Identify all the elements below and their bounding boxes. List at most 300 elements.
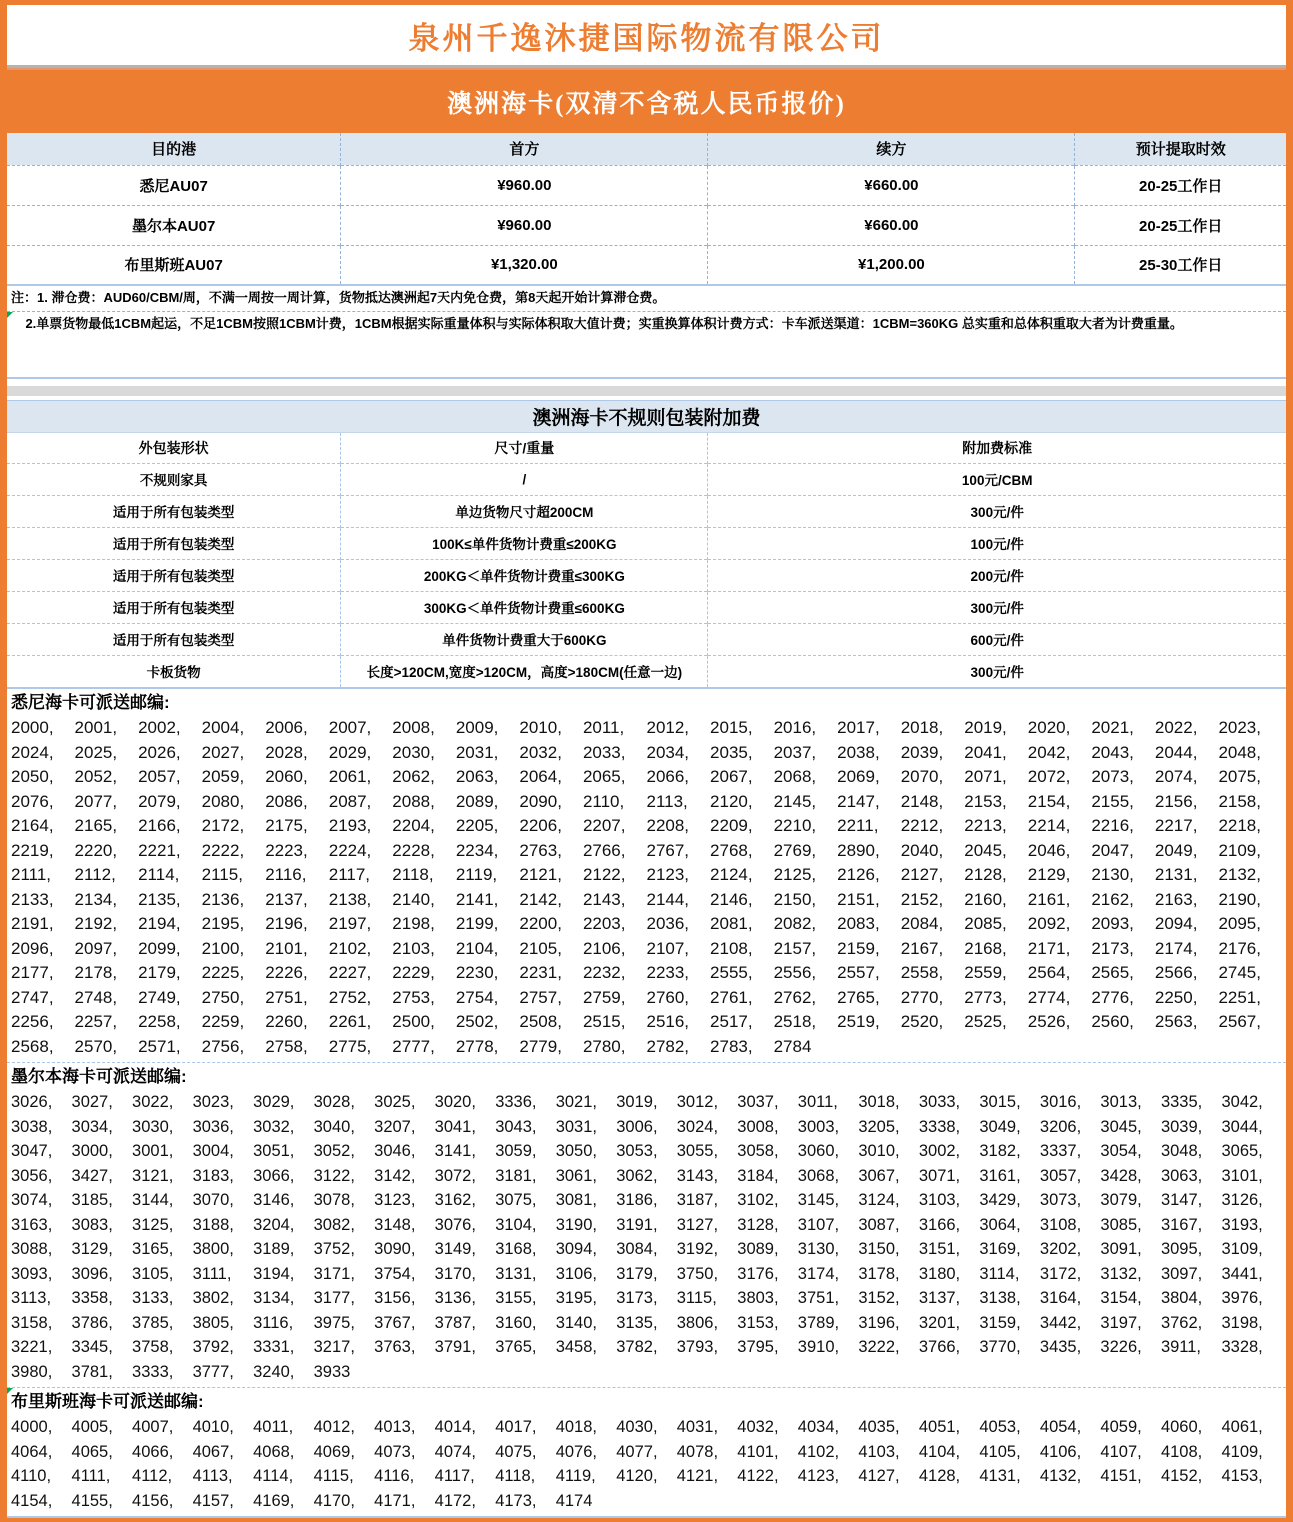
- postal-code: 2174,: [1154, 938, 1198, 958]
- postal-code: 2526,: [1027, 1012, 1071, 1031]
- note-line-2: 2.单票货物最低1CBM起运，不足1CBM按照1CBM计费，1CBM根据实际重量体积与实际体积取大值计费；实重换算体积计费方式：卡车派送渠道：1CBM=360KG 总实重和总体积重取大者为计费重量。: [7, 312, 1286, 377]
- postal-code: 2069,: [837, 767, 880, 786]
- postal-code: 3148,: [374, 1215, 416, 1234]
- postal-code: 3040,: [313, 1117, 355, 1136]
- postal-code: 4157,: [192, 1491, 234, 1510]
- postal-code: 3107,: [797, 1215, 840, 1234]
- postal-code: 2203,: [582, 914, 626, 933]
- surcharge-cell: 300元/件: [708, 495, 1286, 527]
- postal-code: 4123,: [797, 1467, 840, 1485]
- postal-code: 3085,: [1100, 1215, 1142, 1234]
- postal-code: 3073,: [1039, 1191, 1082, 1209]
- postal-code: 3185,: [71, 1191, 113, 1209]
- postal-code: 2070,: [900, 767, 944, 786]
- postal-code: 2049,: [1154, 840, 1198, 860]
- postal-code: 4112,: [132, 1467, 173, 1485]
- postal-code: 3123,: [374, 1191, 416, 1209]
- postal-code: 4127,: [858, 1467, 900, 1485]
- postal-code: 2033,: [582, 742, 626, 762]
- postal-code: 2023,: [1218, 718, 1261, 737]
- postal-code: 2089,: [455, 791, 499, 811]
- postal-code: 3192,: [676, 1240, 719, 1258]
- postal-code: 3145,: [797, 1191, 840, 1209]
- postal-code: 2751,: [265, 987, 308, 1007]
- surcharge-cell: 100元/CBM: [708, 463, 1286, 495]
- postal-code: 3178,: [858, 1264, 900, 1283]
- postal-code: 2890,: [837, 840, 880, 860]
- postal-code: 2779,: [519, 1036, 562, 1056]
- postal-code: 2100,: [201, 938, 245, 958]
- postal-code: 3427,: [71, 1166, 113, 1185]
- postal-code: 3752,: [313, 1240, 355, 1258]
- postal-code: 3140,: [555, 1313, 597, 1332]
- postal-code: 2071,: [964, 767, 1007, 786]
- postal-section-title: 墨尔本海卡可派送邮编:: [11, 1067, 187, 1086]
- postal-code: 3205,: [858, 1117, 900, 1136]
- postal-code: 3202,: [1039, 1240, 1082, 1258]
- postal-code: 2134,: [74, 889, 118, 909]
- postal-code: 4108,: [1160, 1442, 1203, 1461]
- postal-code: 2194,: [138, 914, 181, 933]
- postal-code: 2030,: [392, 742, 435, 762]
- postal-code: 2220,: [74, 840, 118, 860]
- postal-code: 2081,: [710, 914, 753, 933]
- postal-code: 2757,: [519, 987, 562, 1007]
- postal-code: 2210,: [773, 816, 817, 835]
- postal-code: 3173,: [616, 1289, 658, 1307]
- postal-code: 2753,: [392, 987, 435, 1007]
- postal-code: 3020,: [434, 1093, 476, 1111]
- postal-code: 3018,: [858, 1093, 900, 1111]
- postal-code: 3127,: [676, 1215, 719, 1234]
- postal-code: 3750,: [676, 1264, 719, 1283]
- postal-code: 3766,: [918, 1338, 961, 1356]
- postal-code: 2037,: [773, 742, 817, 762]
- surcharge-cell: 200元/件: [708, 559, 1286, 591]
- postal-code: 3183,: [192, 1166, 234, 1185]
- postal-code: 3435,: [1039, 1338, 1082, 1356]
- postal-code: 2074,: [1154, 767, 1198, 786]
- postal-code: 2155,: [1091, 791, 1134, 811]
- surcharge-table-body: [7, 463, 1286, 687]
- postal-code: 3027,: [71, 1093, 113, 1111]
- postal-code: 2105,: [519, 938, 562, 958]
- postal-code: 3046,: [374, 1142, 416, 1160]
- postal-code: 2008,: [392, 718, 435, 737]
- rates-table-body: [7, 165, 1286, 285]
- postal-code: 2141,: [455, 889, 499, 909]
- postal-code: 4065,: [71, 1442, 113, 1461]
- postal-code: 3060,: [797, 1142, 840, 1160]
- postal-code: 3221,: [11, 1338, 53, 1356]
- postal-code: 2006,: [265, 718, 308, 737]
- postal-code: 3004,: [192, 1142, 234, 1160]
- postal-code: 4075,: [495, 1442, 537, 1461]
- postal-code: 2177,: [11, 963, 54, 982]
- rates-row: [7, 165, 1286, 205]
- postal-code: 4155,: [71, 1491, 113, 1510]
- postal-code: 3171,: [313, 1264, 355, 1283]
- postal-code: 4073,: [374, 1442, 416, 1461]
- surcharge-section: [7, 400, 1286, 689]
- postal-code: 2011,: [582, 718, 625, 737]
- postal-code: 3050,: [555, 1142, 597, 1160]
- postal-code: 2045,: [964, 840, 1007, 860]
- postal-code: 4014,: [434, 1418, 476, 1436]
- postal-section-title: 悉尼海卡可派送邮编:: [11, 693, 170, 712]
- postal-code: 2229,: [392, 963, 435, 982]
- postal-code: 2019,: [964, 718, 1007, 737]
- postal-code: 2128,: [964, 865, 1007, 884]
- postal-code: 2140,: [392, 889, 435, 909]
- postal-code: 2168,: [964, 938, 1007, 958]
- postal-code: 2256,: [11, 1012, 54, 1031]
- postal-code: 2017,: [837, 718, 880, 737]
- postal-code: 2214,: [1027, 816, 1071, 835]
- postal-code: 2173,: [1091, 938, 1134, 958]
- postal-code: 3197,: [1100, 1313, 1142, 1332]
- postal-code: 3032,: [253, 1117, 295, 1136]
- postal-code: 3033,: [918, 1093, 961, 1111]
- postal-code: 2052,: [74, 767, 118, 786]
- postal-code: 2223,: [265, 840, 308, 860]
- postal-code: 3003,: [797, 1117, 840, 1136]
- postal-code: 3105,: [132, 1264, 174, 1283]
- postal-code: 3338,: [918, 1117, 961, 1136]
- postal-code: 2207,: [582, 816, 626, 835]
- surcharge-cell: 100K≤单件货物计费重≤200KG: [341, 527, 708, 559]
- postal-code: 2176,: [1218, 938, 1261, 958]
- postal-code: 2012,: [646, 718, 690, 737]
- postal-code: 3172,: [1039, 1264, 1082, 1283]
- postal-code: 2769,: [773, 840, 817, 860]
- postal-code: 4035,: [858, 1418, 900, 1436]
- postal-code: 3806,: [676, 1313, 719, 1332]
- postal-code: 2129,: [1027, 865, 1071, 884]
- surcharge-header-row: [7, 433, 1286, 463]
- postal-code: 3795,: [737, 1338, 779, 1356]
- postal-code: 3975,: [313, 1313, 355, 1332]
- postal-code: 3153,: [737, 1313, 779, 1332]
- postal-code: 2041,: [964, 742, 1007, 762]
- postal-code: 4119,: [555, 1467, 596, 1485]
- postal-code: 3802,: [192, 1289, 234, 1307]
- postal-code: 2133,: [11, 889, 54, 909]
- postal-code: 2748,: [74, 987, 118, 1007]
- comment-marker-icon: [7, 1388, 13, 1394]
- rates-col-header: 续方: [708, 133, 1075, 165]
- postal-code: 4174: [555, 1491, 593, 1510]
- postal-code: 2261,: [328, 1012, 372, 1031]
- rates-col-header: 目的港: [7, 133, 341, 165]
- postal-code: 2096,: [11, 938, 54, 958]
- postal-code: 3793,: [676, 1338, 719, 1356]
- postal-code: 3137,: [918, 1289, 961, 1307]
- postal-code: 2050,: [11, 767, 54, 786]
- postal-code: 2209,: [710, 816, 753, 835]
- postal-code: 2076,: [11, 791, 54, 811]
- postal-code: 2009,: [455, 718, 499, 737]
- postal-code: 3000,: [71, 1142, 113, 1160]
- postal-code: 3057,: [1039, 1166, 1082, 1185]
- postal-code: 3765,: [495, 1338, 537, 1356]
- postal-code-grid: [7, 1414, 1286, 1516]
- postal-code: 3805,: [192, 1313, 234, 1332]
- postal-code: 3196,: [858, 1313, 900, 1332]
- postal-code: 2558,: [900, 963, 944, 982]
- postal-section: [7, 689, 1286, 1062]
- postal-code: 3191,: [616, 1215, 658, 1234]
- postal-code: 3094,: [555, 1240, 597, 1258]
- rates-row: [7, 245, 1286, 285]
- postal-code: 3182,: [979, 1142, 1021, 1160]
- postal-code: 4018,: [555, 1418, 597, 1436]
- postal-code: 2761,: [710, 987, 753, 1007]
- postal-code: 3328,: [1221, 1338, 1263, 1356]
- postal-code: 2113,: [646, 791, 688, 811]
- postal-code: 3204,: [253, 1215, 295, 1234]
- postal-code: 3176,: [737, 1264, 779, 1283]
- postal-code: 3093,: [11, 1264, 53, 1283]
- postal-code: 2094,: [1154, 914, 1198, 933]
- rates-cell: 墨尔本AU07: [7, 205, 341, 245]
- postal-code: 2234,: [455, 840, 499, 860]
- rates-cell: 25-30工作日: [1075, 245, 1286, 285]
- postal-code: 3021,: [555, 1093, 597, 1111]
- postal-code: 3933: [313, 1362, 351, 1381]
- postal-code: 3358,: [71, 1289, 113, 1307]
- postal-code: 4154,: [11, 1491, 53, 1510]
- postal-code: 3072,: [434, 1166, 476, 1185]
- postal-code: 2233,: [646, 963, 690, 982]
- postal-code: 3458,: [555, 1338, 597, 1356]
- postal-code: 2016,: [773, 718, 817, 737]
- postal-code: 4101,: [737, 1442, 779, 1461]
- postal-code: 3152,: [858, 1289, 900, 1307]
- postal-code: 3051,: [253, 1142, 295, 1160]
- rates-col-header: 预计提取时效: [1075, 133, 1286, 165]
- postal-code: 4132,: [1039, 1467, 1082, 1485]
- postal-code: 3164,: [1039, 1289, 1082, 1307]
- postal-code: 2002,: [138, 718, 181, 737]
- postal-code: 2032,: [519, 742, 562, 762]
- postal-code: 3022,: [132, 1093, 174, 1111]
- postal-code: 4152,: [1160, 1467, 1203, 1485]
- surcharge-row: [7, 655, 1286, 687]
- postal-code: 4111,: [71, 1467, 111, 1485]
- postal-code: 3147,: [1160, 1191, 1203, 1209]
- rates-header-row: [7, 133, 1286, 165]
- postal-code: 2079,: [138, 791, 181, 811]
- postal-code: 4031,: [676, 1418, 719, 1436]
- postal-code: 2035,: [710, 742, 753, 762]
- surcharge-row: [7, 495, 1286, 527]
- postal-code: 2776,: [1091, 987, 1134, 1007]
- postal-code: 4013,: [374, 1418, 416, 1436]
- surcharge-cell: 适用于所有包装类型: [7, 591, 341, 623]
- postal-code: 2518,: [773, 1012, 817, 1031]
- postal-code: 4109,: [1221, 1442, 1263, 1461]
- postal-code: 3187,: [676, 1191, 719, 1209]
- postal-code: 4051,: [918, 1418, 961, 1436]
- postal-code: 4103,: [858, 1442, 900, 1461]
- postal-code: 3106,: [555, 1264, 597, 1283]
- postal-code: 2571,: [138, 1036, 181, 1056]
- postal-code: 2762,: [773, 987, 817, 1007]
- postal-code: 2257,: [74, 1012, 118, 1031]
- postal-code: 2127,: [900, 865, 944, 884]
- postal-code: 2064,: [519, 767, 562, 786]
- surcharge-cell: 卡板货物: [7, 655, 341, 687]
- postal-code: 2090,: [519, 791, 562, 811]
- postal-code: 3186,: [616, 1191, 658, 1209]
- postal-code: 3781,: [71, 1362, 113, 1381]
- surcharge-cell: 300KG＜单件货物计费重≤600KG: [341, 591, 708, 623]
- postal-code: 3079,: [1100, 1191, 1142, 1209]
- postal-code: 3087,: [858, 1215, 900, 1234]
- postal-code: 2144,: [646, 889, 690, 909]
- postal-code: 3011,: [797, 1093, 838, 1111]
- rates-cell: 布里斯班AU07: [7, 245, 341, 285]
- postal-code: 3028,: [313, 1093, 355, 1111]
- postal-code: 3767,: [374, 1313, 416, 1332]
- postal-code: 2036,: [646, 914, 690, 933]
- postal-code: 2104,: [455, 938, 499, 958]
- postal-code: 2175,: [265, 816, 308, 835]
- postal-code: 2102,: [328, 938, 372, 958]
- postal-code: 2038,: [837, 742, 880, 762]
- postal-code: 3751,: [797, 1289, 840, 1307]
- postal-code: 2112,: [74, 865, 116, 884]
- postal-code: 2109,: [1218, 840, 1261, 860]
- postal-code: 2556,: [773, 963, 817, 982]
- postal-code: 2131,: [1154, 865, 1198, 884]
- postal-code: 2088,: [392, 791, 435, 811]
- postal-code: 4115,: [313, 1467, 354, 1485]
- postal-code: 2057,: [138, 767, 181, 786]
- postal-code: 3089,: [737, 1240, 779, 1258]
- postal-code: 2116,: [265, 865, 307, 884]
- postal-code: 2010,: [519, 718, 562, 737]
- postal-code: 2783,: [710, 1036, 753, 1056]
- postal-code: 3010,: [858, 1142, 900, 1160]
- postal-code: 2258,: [138, 1012, 181, 1031]
- postal-code: 3180,: [918, 1264, 961, 1283]
- postal-code: 3910,: [797, 1338, 840, 1356]
- postal-code: 3154,: [1100, 1289, 1142, 1307]
- banner-title: 澳洲海卡(双清不含税人民币报价): [447, 90, 846, 118]
- postal-code: 2225,: [201, 963, 245, 982]
- postal-code: 3045,: [1100, 1117, 1142, 1136]
- postal-code: 3115,: [676, 1289, 717, 1307]
- surcharge-cell: 300元/件: [708, 591, 1286, 623]
- postal-code: 2146,: [710, 889, 753, 909]
- postal-code: 3024,: [676, 1117, 719, 1136]
- postal-code: 4076,: [555, 1442, 597, 1461]
- postal-code: 4000,: [11, 1418, 53, 1436]
- postal-code: 4120,: [616, 1467, 658, 1485]
- postal-code: 2226,: [265, 963, 308, 982]
- postal-code: 2567,: [1218, 1012, 1261, 1031]
- postal-code: 3111,: [192, 1264, 232, 1283]
- surcharge-cell: 长度>120CM,宽度>120CM，高度>180CM(任意一边): [341, 655, 708, 687]
- postal-code: 4061,: [1221, 1418, 1263, 1436]
- postal-code: 2198,: [392, 914, 435, 933]
- postal-code: 3198,: [1221, 1313, 1263, 1332]
- postal-code: 2221,: [138, 840, 181, 860]
- postal-code: 2563,: [1154, 1012, 1198, 1031]
- postal-code: 3160,: [495, 1313, 537, 1332]
- postal-code: 2152,: [900, 889, 944, 909]
- postal-code: 2260,: [265, 1012, 308, 1031]
- rates-cell: ¥960.00: [341, 205, 708, 245]
- postal-code: 2205,: [455, 816, 499, 835]
- postal-code: 2034,: [646, 742, 690, 762]
- surcharge-table: [7, 433, 1286, 687]
- postal-code: 4066,: [132, 1442, 174, 1461]
- postal-code: 3128,: [737, 1215, 779, 1234]
- postal-code: 2760,: [646, 987, 690, 1007]
- postal-code: 2179,: [138, 963, 181, 982]
- postal-code: 4053,: [979, 1418, 1021, 1436]
- postal-code: 2004,: [201, 718, 245, 737]
- rates-cell: 20-25工作日: [1075, 165, 1286, 205]
- postal-code: 3792,: [192, 1338, 234, 1356]
- postal-code: 2157,: [773, 938, 817, 958]
- postal-code: 2560,: [1091, 1012, 1134, 1031]
- postal-code: 3016,: [1039, 1093, 1082, 1111]
- surcharge-row: [7, 623, 1286, 655]
- postal-code: 3037,: [737, 1093, 779, 1111]
- postal-code: 2160,: [964, 889, 1007, 909]
- postal-code: 2080,: [201, 791, 245, 811]
- postal-code: 2065,: [582, 767, 626, 786]
- postal-code: 3441,: [1221, 1264, 1263, 1283]
- postal-code: 3097,: [1160, 1264, 1203, 1283]
- postal-code: 2077,: [74, 791, 118, 811]
- postal-code: 3193,: [1221, 1215, 1263, 1234]
- postal-code: 3170,: [434, 1264, 476, 1283]
- postal-code-grid: [7, 1089, 1286, 1387]
- company-header: [7, 5, 1286, 65]
- postal-code: 3114,: [979, 1264, 1020, 1283]
- postal-code: 2125,: [773, 865, 817, 884]
- postal-code: 2132,: [1218, 865, 1261, 884]
- postal-code: 2162,: [1091, 889, 1134, 909]
- postal-code: 2195,: [201, 914, 245, 933]
- postal-code: 2570,: [74, 1036, 118, 1056]
- postal-code: 3333,: [132, 1362, 174, 1381]
- postal-code: 2555,: [710, 963, 753, 982]
- postal-code: 3019,: [616, 1093, 658, 1111]
- postal-code: 3065,: [1221, 1142, 1263, 1160]
- postal-code: 2123,: [646, 865, 690, 884]
- postal-code: 2565,: [1091, 963, 1134, 982]
- postal-code: 3129,: [71, 1240, 113, 1258]
- rates-cell: ¥1,200.00: [708, 245, 1075, 285]
- postal-code: 2083,: [837, 914, 880, 933]
- postal-code: 4078,: [676, 1442, 719, 1461]
- postal-code: 2167,: [900, 938, 944, 958]
- postal-code: 3088,: [11, 1240, 53, 1258]
- postal-code: 3001,: [132, 1142, 174, 1160]
- postal-code: 2047,: [1091, 840, 1134, 860]
- surcharge-row: [7, 591, 1286, 623]
- surcharge-cell: 适用于所有包装类型: [7, 623, 341, 655]
- postal-code: 2517,: [710, 1012, 753, 1031]
- postal-code: 2151,: [837, 889, 880, 909]
- postal-code: 2784: [773, 1036, 812, 1056]
